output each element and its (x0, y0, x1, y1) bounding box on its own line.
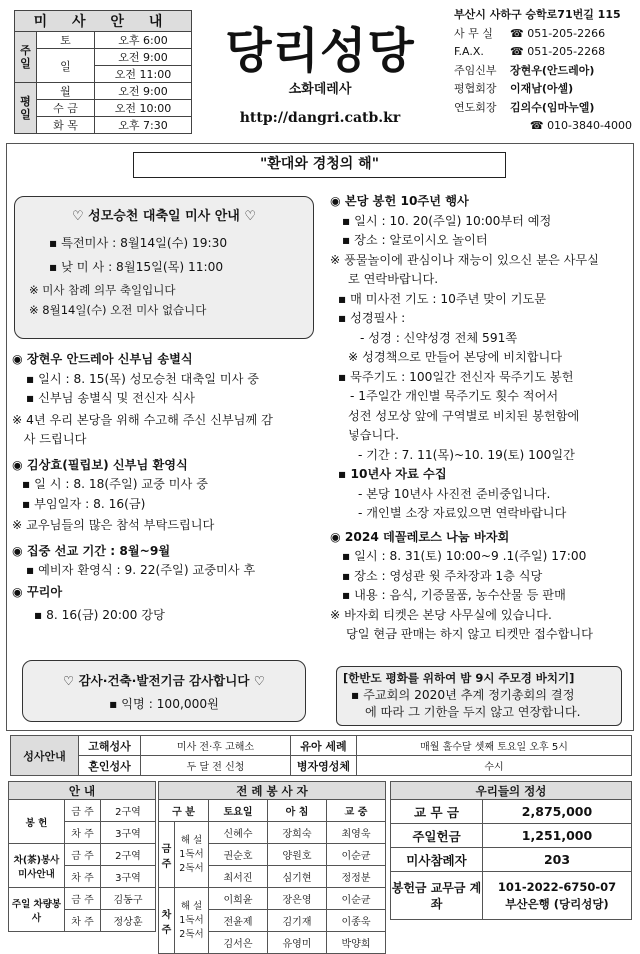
list-item: ▪ 장소 : 영성관 윗 주차장과 1층 식당 (342, 568, 543, 583)
guide-value: 김동구 (101, 888, 156, 910)
phone-icon: ☎ (510, 26, 528, 40)
bullet-icon: ▪ (342, 568, 355, 583)
server-name: 권순호 (209, 844, 268, 866)
parish-patron: 소화데레사 (288, 82, 352, 97)
list-item: 넣습니다. (348, 428, 399, 442)
liturgy-service-table (158, 781, 386, 954)
day-mass: ▪ 낮 미 사 : 8월15일(목) 11:00 (49, 259, 224, 274)
guide-week: 차 주 (65, 866, 101, 888)
guide-week: 금 주 (65, 800, 101, 822)
pastor-row: 주임신부 장현우(안드레아) (454, 63, 595, 77)
finance-title: 우리들의 정성 (391, 782, 632, 800)
server-name: 박양희 (327, 932, 386, 954)
section-title: ◉ 장현우 안드레아 신부님 송별식 (12, 352, 193, 366)
service-header: 구 분 (159, 800, 209, 822)
sacrament-cell: 혼인성사 (79, 756, 141, 776)
guide-title: 안 내 (9, 782, 156, 800)
mass-day: 화 목 (37, 117, 95, 134)
section-title: ◉ 2024 데꼴레로스 나눔 바자회 (330, 529, 510, 544)
sacrament-cell: 미사 전·후 고해소 (141, 736, 291, 756)
server-name: 김서은 (209, 932, 268, 954)
parish-title: 당리성당 (225, 23, 415, 79)
section-icon: ◉ (12, 584, 27, 599)
list-item: ▪ 내용 : 음식, 기증물품, 농수산물 등 판매 (342, 588, 566, 602)
bullet-icon: ▪ (342, 213, 355, 228)
list-item: ▪ 일시 : 8. 31(토) 10:00~9 .1(주일) 17:00 (342, 549, 587, 563)
service-header: 토요일 (209, 800, 268, 822)
mass-day: 일 (37, 49, 95, 83)
section-title: ◉ 꾸리아 (12, 584, 63, 599)
mass-day: 수 금 (37, 100, 95, 117)
guide-value: 2구역 (101, 800, 156, 822)
list-item: ▪ 묵주기도 : 100일간 전신자 묵주기도 봉헌 (338, 369, 574, 384)
mass-time: 오전 10:00 (95, 100, 192, 117)
service-week: 금주 (159, 822, 175, 888)
section-icon: ◉ (12, 457, 27, 472)
guide-value: 3구역 (101, 822, 156, 844)
finance-label: 미사참례자 (391, 848, 483, 872)
address: 부산시 사하구 승학로71번길 115 (454, 8, 621, 21)
finance-label: 주일헌금 (391, 824, 483, 848)
list-item: ▪ 매 미사전 기도 : 10주년 맞이 기도문 (338, 291, 547, 306)
mass-time: 오전 11:00 (95, 66, 192, 83)
bullet-icon: ▪ (26, 371, 39, 386)
finance-value: 2,875,000 (483, 800, 632, 824)
sunday-label: 주일 (15, 32, 37, 83)
weekday-label: 평일 (15, 83, 37, 134)
note: ※ 풍물놀이에 관심이나 재능이 있으신 분은 사무실 (330, 252, 599, 267)
sacrament-cell: 매월 홀수달 셋째 토요일 오후 5시 (357, 736, 632, 756)
list-item: - 개인별 소장 자료있으면 연락바랍니다 (358, 506, 567, 520)
assumption-note: ※ 미사 참례 의무 축일입니다 (29, 283, 176, 297)
server-name: 이순균 (327, 888, 386, 910)
section-icon: ◉ (12, 352, 27, 366)
service-roles: 해 설 1독서 2독서 (175, 888, 209, 954)
thanks-item: ▪ 익명 : 100,000원 (109, 697, 219, 711)
section-title: ◉ 집중 선교 기간 : 8월~9월 (12, 543, 171, 558)
guide-value: 2구역 (101, 844, 156, 866)
service-header: 아 침 (268, 800, 327, 822)
guide-week: 차 주 (65, 910, 101, 932)
sacrament-table (10, 735, 632, 776)
list-item: ▪ 일시 : 10. 20(주일) 10:00부터 예정 (342, 213, 552, 228)
right-column (330, 192, 628, 645)
bullet-icon: ▪ (22, 477, 35, 491)
theme-banner: "환대와 경청의 해" (133, 152, 506, 178)
sacrament-cell: 유아 세례 (291, 736, 357, 756)
contact-block (454, 6, 632, 136)
section-icon: ◉ (12, 543, 27, 558)
server-name: 장은영 (268, 888, 327, 910)
parish-url[interactable]: http://dangri.catb.kr (239, 110, 401, 126)
phone-icon: ☎ (510, 45, 528, 58)
list-item: ▪ 8. 16(금) 20:00 강당 (34, 608, 165, 622)
account-info (483, 872, 632, 920)
peace-prayer-box (336, 666, 622, 726)
mass-time: 오전 9:00 (95, 49, 192, 66)
note: 당일 현금 판매는 하지 않고 티켓만 접수합니다 (346, 627, 593, 641)
sacrament-cell: 병자영성체 (291, 756, 357, 776)
bullet-icon: ▪ (338, 311, 351, 325)
server-name: 김기재 (268, 910, 327, 932)
sacrament-label: 성사안내 (11, 736, 79, 776)
note: ※ 성경책으로 만들어 본당에 비치합니다 (348, 350, 563, 364)
guide-category: 봉 헌 (9, 800, 65, 844)
mass-time: 오전 9:00 (95, 83, 192, 100)
server-name: 전윤제 (209, 910, 268, 932)
note: 로 연락바랍니다. (348, 272, 439, 286)
section-title: ◉ 본당 봉헌 10주년 행사 (330, 194, 469, 208)
assumption-mass-box (14, 196, 314, 339)
sacrament-cell: 수시 (357, 756, 632, 776)
server-name: 이순균 (327, 844, 386, 866)
server-name: 양원호 (268, 844, 327, 866)
list-item: ▪ 신부님 송별식 및 전신자 식사 (26, 391, 195, 405)
mass-day: 토 (37, 32, 95, 49)
note: ※ 교우님들의 많은 참석 부탁드립니다 (12, 518, 215, 532)
service-header: 교 중 (327, 800, 386, 822)
list-item: - 성경 : 신약성경 전체 591쪽 (360, 330, 518, 345)
service-title: 전 례 봉 사 자 (159, 782, 386, 800)
section-icon: ◉ (330, 194, 345, 208)
finance-value: 1,251,000 (483, 824, 632, 848)
guide-value: 정상훈 (101, 910, 156, 932)
phone-icon: ☎ (529, 119, 548, 132)
mass-time: 오후 7:30 (95, 117, 192, 134)
guide-value: 3구역 (101, 866, 156, 888)
list-item: ▪ 10년사 자료 수집 (338, 467, 447, 481)
bullet-icon: ▪ (342, 549, 355, 563)
left-column (12, 350, 317, 626)
mass-time: 오후 6:00 (95, 32, 192, 49)
note: 사 드립니다 (12, 432, 87, 446)
mass-schedule-title: 미 사 안 내 (15, 11, 192, 32)
mass-day: 월 (37, 83, 95, 100)
section-title: ◉ 김상효(필립보) 신부님 환영식 (12, 457, 188, 472)
finance-label: 교 무 금 (391, 800, 483, 824)
server-name: 신혜수 (209, 822, 268, 844)
assumption-title: ♡ 성모승천 대축일 미사 안내 ♡ (71, 209, 257, 224)
account-number: 101-2022-6750-07 (497, 879, 617, 894)
peace-title: [한반도 평화를 위하여 밤 9시 주모경 바치기] (343, 671, 575, 685)
bullet-icon: ▪ (338, 369, 351, 384)
thanks-title: ♡ 감사·건축·발전기금 감사합니다 ♡ (63, 673, 265, 688)
bullet-icon: ▪ (34, 608, 47, 622)
account-label: 봉헌금 교무금 계좌 (391, 872, 483, 920)
guide-category: 주일 차량봉사 (9, 888, 65, 932)
guide-week: 금 주 (65, 888, 101, 910)
bullet-icon: ▪ (338, 467, 351, 481)
list-item: 성전 성모상 앞에 구역별로 비치된 봉헌함에 (348, 408, 580, 423)
server-name: 유영미 (268, 932, 327, 954)
list-item: - 본당 10년사 사진전 준비중입니다. (358, 486, 551, 501)
list-item: ▪ 장소 : 알로이시오 놀이터 (342, 233, 488, 247)
list-item: ▪ 부임일자 : 8. 16(금) (22, 496, 146, 511)
finance-table (390, 781, 632, 920)
eve-mass: ▪ 특전미사 : 8월14일(수) 19:30 (49, 236, 228, 250)
peace-text: ▪ 주교회의 2020년 추계 정기총회의 결정 (351, 688, 575, 702)
section-icon: ◉ (330, 529, 345, 544)
bullet-icon: ▪ (26, 391, 39, 405)
fed-phone-row: ☎ 010-3840-4000 (529, 119, 632, 132)
bullet-icon: ▪ (338, 291, 351, 306)
fax-row: F.A.X. ☎ 051-205-2268 (454, 45, 606, 58)
list-item: ▪ 성경필사 : (338, 311, 406, 325)
list-item: ▪ 일 시 : 8. 18(주일) 교중 미사 중 (22, 477, 208, 491)
note: ※ 바자회 티켓은 본당 사무실에 있습니다. (330, 607, 552, 622)
guide-category: 차(茶)봉사 미사안내 (9, 844, 65, 888)
sacrament-cell: 고해성사 (79, 736, 141, 756)
list-item: ▪ 일시 : 8. 15(목) 성모승천 대축일 미사 중 (26, 371, 260, 386)
server-name: 최서진 (209, 866, 268, 888)
fed-row: 연도회장 김의수(임마누엘) (454, 100, 595, 114)
server-name: 이희윤 (209, 888, 268, 910)
peace-text: 에 따라 그 기한을 두지 않고 연장합니다. (365, 705, 581, 719)
list-item: - 기간 : 7. 11(목)~10. 19(토) 100일간 (358, 447, 575, 462)
guide-table (8, 781, 156, 932)
list-item: - 1주일간 개인별 묵주기도 횟수 적어서 (350, 389, 559, 403)
bullet-icon: ▪ (342, 233, 355, 247)
finance-value: 203 (483, 848, 632, 872)
server-name: 정정분 (327, 866, 386, 888)
mass-schedule-table (14, 10, 192, 134)
bullet-icon: ▪ (49, 259, 62, 274)
server-name: 장희숙 (268, 822, 327, 844)
server-name: 이종욱 (327, 910, 386, 932)
bullet-icon: ▪ (22, 496, 35, 511)
list-item: ▪ 예비자 환영식 : 9. 22(주일) 교중미사 후 (26, 563, 256, 577)
assumption-note: ※ 8월14일(수) 오전 미사 없습니다 (29, 302, 207, 317)
bullet-icon: ▪ (26, 563, 39, 577)
office-row: 사 무 실 ☎ 051-205-2266 (454, 26, 606, 40)
bank-name: 부산은행 (당리성당) (505, 896, 609, 911)
bullet-icon: ▪ (49, 236, 62, 250)
note: ※ 4년 우리 본당을 위해 수고해 주신 신부님께 감 (12, 412, 273, 427)
server-name: 심기현 (268, 866, 327, 888)
service-roles: 해 설 1독서 2독서 (175, 822, 209, 888)
bullet-icon: ▪ (342, 588, 355, 602)
bullet-icon: ▪ (351, 688, 364, 702)
council-row: 평협회장 이재남(아셀) (454, 82, 574, 95)
guide-week: 금 주 (65, 844, 101, 866)
guide-week: 차 주 (65, 822, 101, 844)
bullet-icon: ▪ (109, 697, 122, 711)
thanks-box (22, 660, 306, 722)
service-week: 차주 (159, 888, 175, 954)
sacrament-cell: 두 달 전 신청 (141, 756, 291, 776)
server-name: 최영욱 (327, 822, 386, 844)
